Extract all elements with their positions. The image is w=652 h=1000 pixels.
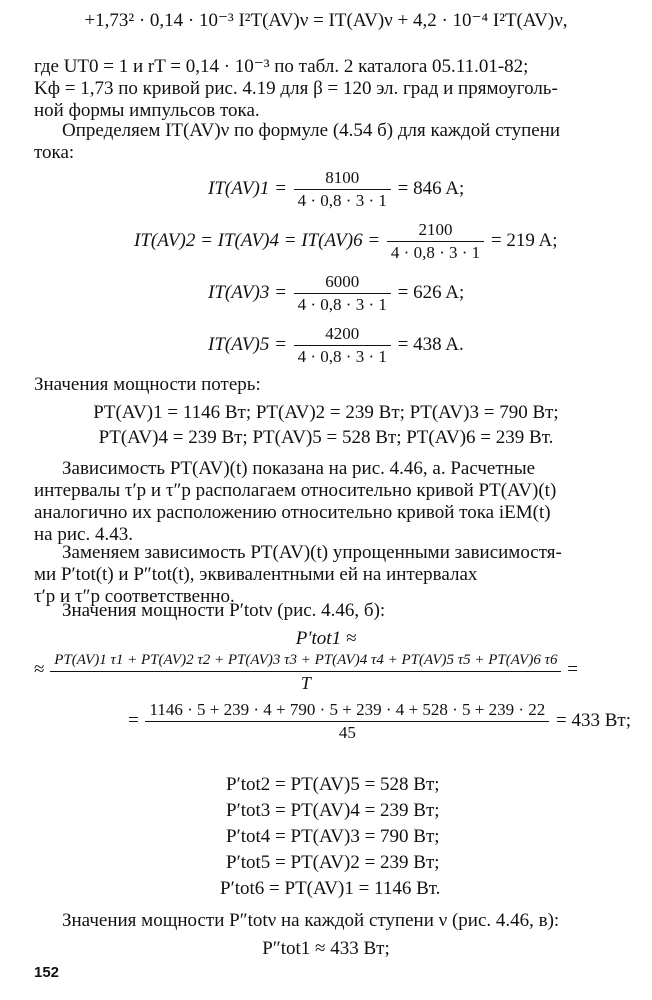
ptot-heading: [62, 600, 618, 622]
rep-line-3: τ′p и τ″p соответственно.: [34, 586, 235, 607]
ptot-item-5: [226, 852, 440, 874]
current-eq-4-lhs: IT(AV)5 =: [208, 333, 287, 355]
loss-line-2: [0, 427, 652, 449]
current-eq-4-result: = 438 A.: [397, 333, 464, 355]
current-eq-3: [208, 272, 464, 315]
current-eq-4-den: 4 · 0,8 · 3 · 1: [297, 347, 387, 366]
big-fraction-row: [34, 650, 618, 693]
current-eq-1-num: 8100: [294, 168, 391, 190]
current-eq-3-lhs: IT(AV)3 =: [208, 281, 287, 303]
calc-fraction: [145, 700, 549, 743]
ptot-item-4: [226, 826, 440, 848]
ptot-item-4-text: P′tot4 = PT(AV)3 = 790 Вт;: [226, 826, 440, 847]
calc-den: 45: [338, 723, 356, 742]
calc-prefix: =: [128, 709, 139, 731]
big-fraction: [50, 650, 561, 693]
loss-line-1-text: PT(AV)1 = 1146 Вт; PT(AV)2 = 239 Вт; PT(AV)3 = 790 Вт;: [93, 402, 559, 423]
where-line-1: где UT0 = 1 и rT = 0,14 · 10⁻³ по табл. 2 каталога 05.11.01-82;: [34, 56, 529, 77]
intro-line-1: Определяем IT(AV)ν по формуле (4.54 б) для каждой ступени: [62, 120, 561, 141]
ptot-item-6-text: P′tot6 = PT(AV)1 = 1146 Вт.: [220, 878, 441, 899]
paragraph-dependency: [62, 458, 618, 480]
page-number: 152: [34, 964, 60, 981]
dep-line-2: интервалы τ′p и τ″p располагаем относительно кривой PT(AV)(t): [34, 480, 557, 501]
big-prefix: ≈: [34, 658, 45, 680]
current-eq-2-lhs: IT(AV)2 = IT(AV)4 = IT(AV)6 =: [134, 229, 381, 251]
current-eq-4: [208, 324, 464, 367]
current-eq-2-den: 4 · 0,8 · 3 · 1: [390, 243, 481, 262]
rep-line-1: Заменяем зависимость PT(AV)(t) упрощенными зависимостя-: [62, 542, 562, 563]
calc-result: = 433 Вт;: [556, 709, 631, 731]
paragraph-dependency-cont: [34, 480, 618, 546]
ptot-item-6: [220, 878, 440, 900]
intro-line-2: тока:: [34, 142, 75, 163]
loss-heading: [34, 374, 618, 396]
current-eq-3-den: 4 · 0,8 · 3 · 1: [297, 295, 387, 314]
dep-line-1: Зависимость PT(AV)(t) показана на рис. 4.46, а. Расчетные: [62, 458, 536, 479]
last-line: [0, 938, 652, 960]
loss-heading-text: Значения мощности потерь:: [34, 374, 261, 395]
dep-line-3: аналогично их расположению относительно кривой тока iEM(t): [34, 502, 551, 523]
where-line-3: ной формы импульсов тока.: [34, 100, 260, 121]
current-eq-2-num: 2100: [387, 220, 484, 242]
equation-top: [0, 10, 652, 32]
big-suffix: =: [567, 658, 578, 680]
calc-num: 1146 · 5 + 239 · 4 + 790 · 5 + 239 · 4 + 528 · 5 + 239 · 22: [145, 700, 549, 722]
rep-line-2: ми P′tot(t) и P″tot(t), эквивалентными ей на интервалах: [34, 564, 478, 585]
loss-line-1: [0, 402, 652, 424]
ptot-item-3-text: P′tot3 = PT(AV)4 = 239 Вт;: [226, 800, 440, 821]
ptot-item-5-text: P′tot5 = PT(AV)2 = 239 Вт;: [226, 852, 440, 873]
ptot-heading-text: Значения мощности P′totν (рис. 4.46, б):: [62, 600, 386, 621]
current-eq-4-num: 4200: [294, 324, 391, 346]
current-eq-3-fraction: [294, 272, 391, 315]
big-den: T: [300, 673, 311, 693]
paragraph-intro-cont: [34, 142, 618, 164]
current-eq-1-fraction: [294, 168, 391, 211]
ptot-item-2: [226, 774, 440, 796]
paragraph-replace: [62, 542, 618, 564]
current-eq-4-fraction: [294, 324, 391, 367]
current-eq-1-result: = 846 A;: [397, 177, 465, 199]
current-eq-1-lhs: IT(AV)1 =: [208, 177, 287, 199]
current-eq-3-num: 6000: [294, 272, 391, 294]
calc-row: [128, 700, 631, 743]
paragraph-where: [34, 56, 618, 122]
loss-line-2-text: PT(AV)4 = 239 Вт; PT(AV)5 = 528 Вт; PT(AV)6 = 239 Вт.: [98, 427, 554, 448]
ptot-item-2-text: P′tot2 = PT(AV)5 = 528 Вт;: [226, 774, 440, 795]
current-eq-1-den: 4 · 0,8 · 3 · 1: [297, 191, 387, 210]
last-line-text: P″tot1 ≈ 433 Вт;: [262, 938, 390, 959]
step-heading-text: Значения мощности P″totν на каждой ступени ν (рис. 4.46, в):: [62, 910, 560, 931]
ptot-item-3: [226, 800, 440, 822]
ptot1-lhs-row: [0, 628, 652, 650]
paragraph-intro: [62, 120, 618, 142]
dep-line-4: на рис. 4.43.: [34, 524, 133, 545]
current-eq-2: [134, 220, 558, 263]
where-line-2: Kф = 1,73 по кривой рис. 4.19 для β = 120 эл. град и прямоуголь-: [34, 78, 558, 99]
step-heading: [62, 910, 618, 932]
current-eq-2-fraction: [387, 220, 484, 263]
big-num: PT(AV)1 τ1 + PT(AV)2 τ2 + PT(AV)3 τ3 + PT(AV)4 τ4 + PT(AV)5 τ5 + PT(AV)6 τ6: [50, 650, 561, 672]
current-eq-2-result: = 219 A;: [490, 229, 558, 251]
ptot1-lhs: P′tot1 ≈: [295, 628, 357, 649]
current-eq-3-result: = 626 A;: [397, 281, 465, 303]
current-eq-1: [208, 168, 464, 211]
equation-top-text: +1,73² · 0,14 · 10⁻³ I²T(AV)ν = IT(AV)ν + 4,2 · 10⁻⁴ I²T(AV)ν,: [84, 10, 568, 31]
